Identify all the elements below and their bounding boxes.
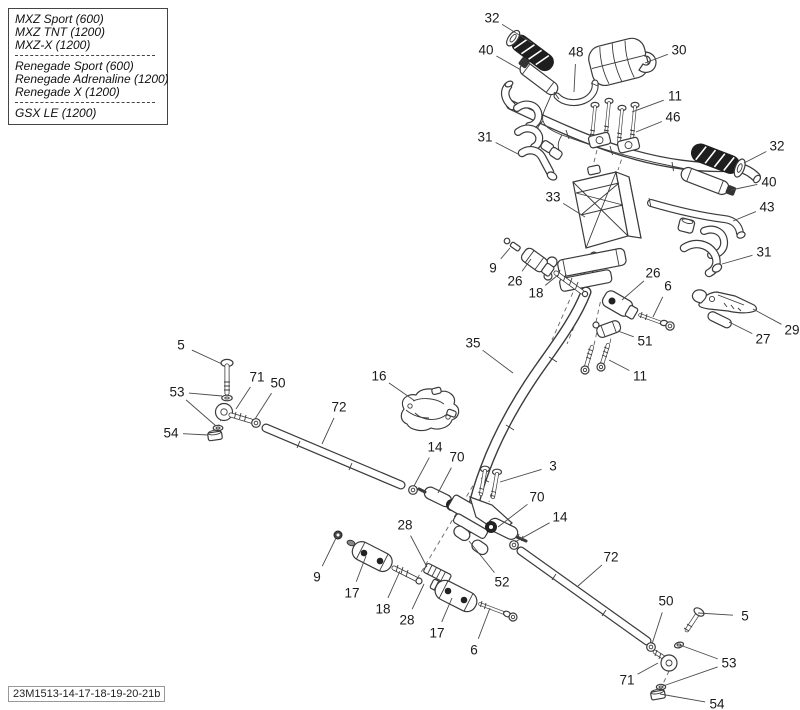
- leader-line: [236, 387, 250, 409]
- callout-50: 50: [658, 593, 674, 609]
- callout-70: 70: [529, 489, 545, 505]
- model-name: Renegade Sport (600): [15, 59, 134, 73]
- leader-line: [389, 383, 415, 401]
- callout-51: 51: [637, 333, 653, 349]
- leader-line: [322, 418, 334, 444]
- part-code-text: 23M1513-14-17-18-19-20-21b: [13, 688, 161, 700]
- callout-32: 32: [769, 138, 785, 154]
- callout-40: 40: [761, 174, 777, 190]
- nut-50-left: [252, 419, 261, 428]
- leader-line: [515, 523, 550, 542]
- leader-line: [414, 458, 429, 486]
- riser-clamp: [544, 248, 627, 292]
- leader-line: [478, 608, 490, 639]
- brake-lever-29: [692, 290, 756, 313]
- callout-53: 53: [721, 655, 737, 671]
- callout-28: 28: [397, 517, 413, 533]
- leader-line: [660, 694, 705, 702]
- callout-50: 50: [270, 375, 286, 391]
- leader-line: [729, 322, 752, 334]
- divider: [15, 102, 155, 103]
- leader-line: [322, 538, 336, 566]
- leader-line: [388, 571, 400, 598]
- callout-40: 40: [478, 42, 494, 58]
- model-list-box: [8, 8, 168, 125]
- bolts-11-lower: [581, 345, 609, 374]
- callout-30: 30: [671, 42, 687, 58]
- model-name: GSX LE (1200): [15, 106, 97, 120]
- callout-9: 9: [489, 260, 497, 276]
- callout-29: 29: [784, 322, 800, 338]
- callout-11: 11: [667, 88, 683, 104]
- callout-18: 18: [528, 285, 544, 301]
- callout-72: 72: [603, 549, 619, 565]
- model-name: MXZ-X (1200): [15, 38, 91, 52]
- callout-6: 6: [664, 278, 672, 294]
- riser-block-33: [573, 165, 641, 248]
- model-name: MXZ TNT (1200): [15, 25, 106, 39]
- divider: [15, 55, 155, 56]
- callout-9: 9: [313, 569, 321, 585]
- callout-28: 28: [399, 612, 415, 628]
- callout-53: 53: [169, 384, 185, 400]
- callout-17: 17: [344, 585, 360, 601]
- leader-line: [496, 56, 521, 70]
- callout-27: 27: [755, 331, 771, 347]
- leader-line: [412, 584, 424, 609]
- callout-14: 14: [427, 439, 443, 455]
- callout-11: 11: [632, 368, 648, 384]
- bolt-5-left: [221, 359, 233, 393]
- callout-16: 16: [371, 368, 387, 384]
- right-hoses-31: [684, 230, 724, 274]
- ferrule: [678, 217, 696, 233]
- leader-line: [501, 248, 510, 259]
- leader-line: [186, 400, 216, 426]
- leader-line: [638, 663, 658, 674]
- callout-48: 48: [568, 44, 584, 60]
- leader-line: [189, 393, 222, 396]
- callout-33: 33: [545, 189, 561, 205]
- leader-line: [652, 612, 662, 644]
- coupler-17-a: [349, 539, 395, 575]
- leader-line: [192, 350, 222, 364]
- leader-line: [733, 212, 756, 221]
- lever-pin-27: [706, 310, 732, 329]
- callout-70: 70: [449, 449, 465, 465]
- callout-18: 18: [375, 601, 391, 617]
- clamp-51: [593, 319, 622, 338]
- callout-72: 72: [331, 399, 347, 415]
- leader-line: [438, 468, 451, 493]
- leader-line: [722, 255, 752, 264]
- callout-54: 54: [163, 425, 179, 441]
- nut-14-left: [409, 486, 418, 495]
- leader-line: [183, 434, 208, 435]
- callout-17: 17: [429, 625, 445, 641]
- leader-line: [609, 360, 629, 370]
- part-code-box: [8, 686, 165, 702]
- tie-rod-72-right: [521, 551, 647, 641]
- leader-line: [578, 565, 602, 586]
- leader-line: [574, 64, 575, 92]
- callout-14: 14: [552, 509, 568, 525]
- steering-arm-16: [401, 387, 458, 431]
- leader-line: [500, 469, 542, 482]
- callout-35: 35: [465, 335, 481, 351]
- callout-52: 52: [494, 574, 510, 590]
- leader-line: [744, 151, 766, 163]
- leader-line: [622, 281, 644, 300]
- leader-line: [618, 331, 634, 337]
- leader-line: [753, 309, 781, 324]
- bolt-6-bottom: [480, 601, 517, 621]
- callout-31: 31: [477, 129, 493, 145]
- bolt-5-right: [684, 606, 705, 631]
- callout-3: 3: [549, 458, 557, 474]
- callout-54: 54: [709, 696, 725, 710]
- tie-rod-72-left: [266, 428, 401, 485]
- model-name: MXZ Sport (600): [15, 12, 104, 26]
- callout-5: 5: [177, 337, 185, 353]
- callout-43: 43: [759, 199, 775, 215]
- callout-26: 26: [507, 273, 523, 289]
- leader-line: [496, 142, 518, 154]
- leader-line: [653, 297, 663, 317]
- callout-6: 6: [470, 642, 478, 658]
- nut-14-right: [510, 541, 519, 550]
- ball-joint-71-right: [655, 650, 677, 671]
- model-name: Renegade Adrenaline (1200): [15, 72, 169, 86]
- callout-71: 71: [249, 369, 265, 385]
- callout-32: 32: [484, 10, 500, 26]
- leader-line: [636, 122, 662, 132]
- callout-26: 26: [645, 265, 661, 281]
- coupler-17-b: [432, 577, 480, 615]
- leader-line: [411, 536, 427, 567]
- nut-9-bottom: [334, 531, 356, 547]
- callout-46: 46: [665, 109, 681, 125]
- leader-line: [255, 393, 272, 419]
- nut-54-left: [207, 429, 222, 441]
- hose-43: [649, 198, 746, 239]
- ball-joint-71-left: [216, 404, 252, 422]
- callout-31: 31: [756, 244, 772, 260]
- model-name: Renegade X (1200): [15, 85, 120, 99]
- hose-48: [554, 83, 598, 103]
- leader-line: [483, 350, 513, 373]
- callout-71: 71: [619, 672, 635, 688]
- callout-5: 5: [741, 608, 749, 624]
- leader-line: [680, 645, 718, 659]
